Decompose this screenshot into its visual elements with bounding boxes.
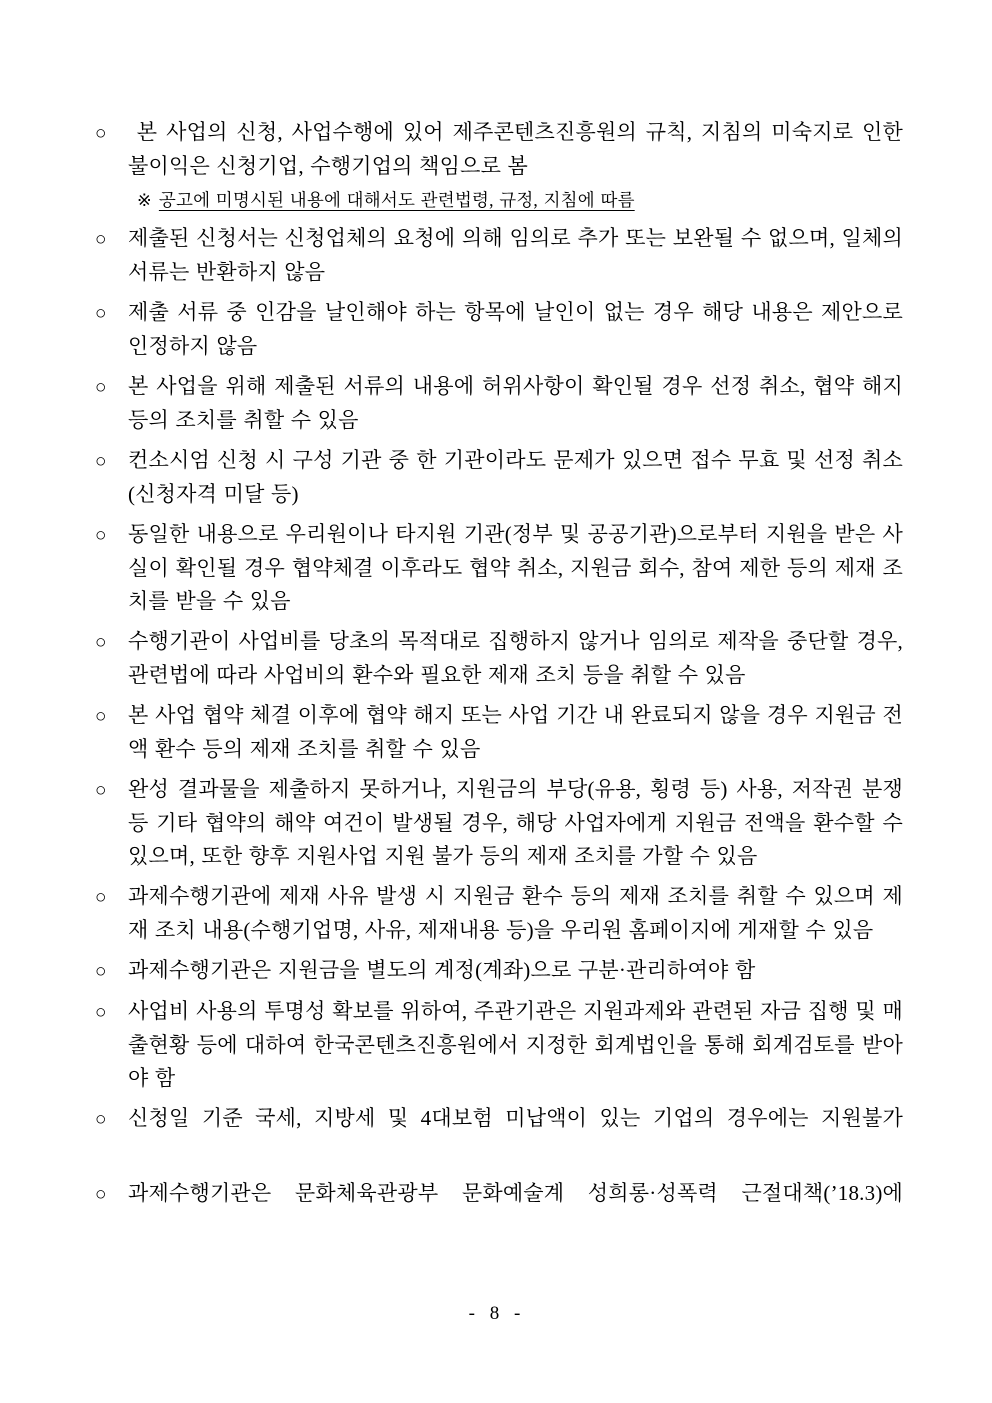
bullet-text: 완성 결과물을 제출하지 못하거나, 지원금의 부당(유용, 횡령 등) 사용, 저작권 분쟁 등 기타 협약의 해약 여건이 발생될 경우, 해당 사업자에게 지원금 전액을 환수할 수 있으며, 또한 향후 지원사업 지원 불가 등의 제재 조치를 가할 수 있음 xyxy=(128,777,903,868)
circle-bullet: ○ xyxy=(95,1109,107,1130)
bullet-item xyxy=(95,880,903,947)
reference-mark: ※ xyxy=(137,190,152,210)
bullet-item xyxy=(95,995,903,1095)
circle-bullet: ○ xyxy=(95,451,107,472)
circle-bullet: ○ xyxy=(95,1184,107,1205)
bullet-text: 과제수행기관에 제재 사유 발생 시 지원금 환수 등의 제재 조치를 취할 수 있으며 제재 조치 내용(수행기업명, 사유, 제재내용 등)을 우리원 홈페이지에 게재할 수 있음 xyxy=(128,884,903,942)
note-line xyxy=(137,185,903,215)
bullet-item xyxy=(95,222,903,289)
note-text: 공고에 미명시된 내용에 대해서도 관련법령, 규정, 지침에 따름 xyxy=(158,190,635,210)
circle-bullet: ○ xyxy=(95,123,107,144)
bullet-item xyxy=(95,773,903,873)
circle-bullet: ○ xyxy=(95,780,107,801)
bullet-item xyxy=(95,518,903,618)
bullet-text: 과제수행기관은 문화체육관광부 문화예술계 성희롱·성폭력 근절대책(’18.3)에 xyxy=(128,1181,903,1205)
document-body xyxy=(95,116,903,1218)
bullet-text: 동일한 내용으로 우리원이나 타지원 기관(정부 및 공공기관)으로부터 지원을 받은 사실이 확인될 경우 협약체결 이후라도 협약 취소, 지원금 회수, 참여 제한 등의 제재 조치를 받을 수 있음 xyxy=(128,522,903,613)
page-number: - 8 - xyxy=(468,1303,524,1324)
bullet-item xyxy=(95,444,903,511)
circle-bullet: ○ xyxy=(95,1002,107,1023)
bullet-text: 수행기관이 사업비를 당초의 목적대로 집행하지 않거나 임의로 제작을 중단할 경우, 관련법에 따라 사업비의 환수와 필요한 제재 조치 등을 취할 수 있음 xyxy=(128,629,903,687)
bullet-text: 본 사업 협약 체결 이후에 협약 해지 또는 사업 기간 내 완료되지 않을 경우 지원금 전액 환수 등의 제재 조치를 취할 수 있음 xyxy=(128,703,903,761)
bullet-text: 제출 서류 중 인감을 날인해야 하는 항목에 날인이 없는 경우 해당 내용은 제안으로 인정하지 않음 xyxy=(128,300,903,358)
bullet-item xyxy=(95,296,903,363)
circle-bullet: ○ xyxy=(95,377,107,398)
circle-bullet: ○ xyxy=(95,706,107,727)
bullet-text: 신청일 기준 국세, 지방세 및 4대보험 미납액이 있는 기업의 경우에는 지원불가 xyxy=(128,1106,903,1130)
bullet-text: 과제수행기관은 지원금을 별도의 계정(계좌)으로 구분·관리하여야 함 xyxy=(128,958,756,982)
bullet-item xyxy=(95,1102,903,1136)
bullet-item xyxy=(95,625,903,692)
bullet-item xyxy=(95,370,903,437)
circle-bullet: ○ xyxy=(95,303,107,324)
circle-bullet: ○ xyxy=(95,525,107,546)
bullet-item xyxy=(95,699,903,766)
bullet-item xyxy=(95,116,903,215)
bullet-text: 본 사업의 신청, 사업수행에 있어 제주콘텐츠진흥원의 규칙, 지침의 미숙지로 인한 불이익은 신청기업, 수행기업의 책임으로 봄 xyxy=(128,120,903,178)
bullet-item xyxy=(95,954,903,988)
bullet-text: 본 사업을 위해 제출된 서류의 내용에 허위사항이 확인될 경우 선정 취소, 협약 해지 등의 조치를 취할 수 있음 xyxy=(128,374,903,432)
bullet-text: 컨소시엄 신청 시 구성 기관 중 한 기관이라도 문제가 있으면 접수 무효 및 선정 취소(신청자격 미달 등) xyxy=(128,448,903,506)
circle-bullet: ○ xyxy=(95,229,107,250)
bullet-item xyxy=(95,1177,903,1211)
circle-bullet: ○ xyxy=(95,887,107,908)
circle-bullet: ○ xyxy=(95,961,107,982)
bullet-text: 사업비 사용의 투명성 확보를 위하여, 주관기관은 지원과제와 관련된 자금 집행 및 매출현황 등에 대하여 한국콘텐츠진흥원에서 지정한 회계법인을 통해 회계검토를 받아야 함 xyxy=(128,999,903,1090)
bullet-text: 제출된 신청서는 신청업체의 요청에 의해 임의로 추가 또는 보완될 수 없으며, 일체의 서류는 반환하지 않음 xyxy=(128,226,903,284)
circle-bullet: ○ xyxy=(95,632,107,653)
